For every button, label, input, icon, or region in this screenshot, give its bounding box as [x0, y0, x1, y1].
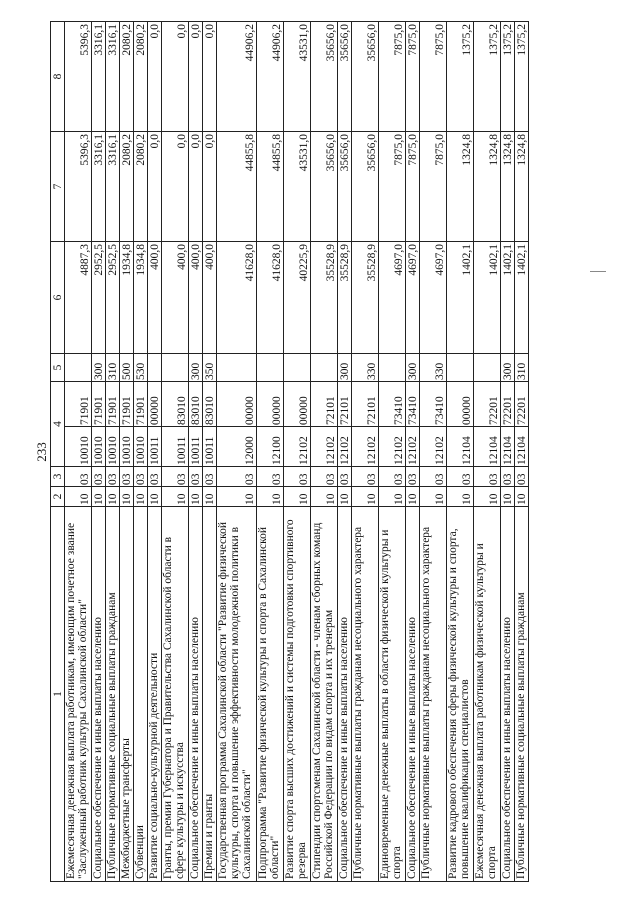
cell-program-code: 10010 — [92, 427, 106, 467]
cell-direction-code: 83010 — [162, 382, 189, 427]
cell-expense-type: 300 — [189, 354, 203, 382]
cell-podrazdel: 03 — [447, 467, 474, 487]
cell-razdel: 10 — [352, 487, 379, 507]
row-name: Социальное обеспечение и иные выплаты населению — [338, 507, 352, 882]
row-name: Ежемесячная денежная выплата работникам, имеющим почетное звание "Заслуженный работник культуры Сахалинской области" — [65, 507, 92, 882]
cell-amount-col8: 44906,2 — [257, 22, 284, 132]
cell-razdel: 10 — [338, 487, 352, 507]
cell-expense-type: 300 — [406, 354, 420, 382]
cell-amount-col7: 7875,0 — [406, 132, 420, 242]
cell-amount-col6: 1402,1 — [447, 242, 474, 354]
header-cell: 3 — [51, 467, 65, 487]
cell-razdel: 10 — [189, 487, 203, 507]
cell-direction-code: 71901 — [106, 382, 120, 427]
cell-amount-col8: 7875,0 — [379, 22, 406, 132]
table-row — [120, 22, 134, 882]
table-row — [420, 22, 447, 882]
cell-direction-code: 00000 — [257, 382, 284, 427]
table-row — [106, 22, 120, 882]
cell-amount-col7: 5396,3 — [65, 132, 92, 242]
cell-amount-col7: 35656,0 — [338, 132, 352, 242]
cell-razdel: 10 — [203, 487, 217, 507]
cell-amount-col7: 7875,0 — [379, 132, 406, 242]
cell-amount-col8: 1375,2 — [501, 22, 515, 132]
table-row — [148, 22, 162, 882]
cell-amount-col8: 0,0 — [162, 22, 189, 132]
table-row — [501, 22, 515, 882]
cell-program-code: 10010 — [65, 427, 92, 467]
cell-amount-col6: 400,0 — [189, 242, 203, 354]
cell-expense-type: 310 — [515, 354, 529, 382]
cell-expense-type: 500 — [120, 354, 134, 382]
cell-expense-type: 300 — [338, 354, 352, 382]
cell-podrazdel: 03 — [92, 467, 106, 487]
row-name: Подпрограмма "Развитие физической культуры и спорта в Сахалинской области" — [257, 507, 284, 882]
cell-expense-type: 350 — [203, 354, 217, 382]
row-name: Развитие кадрового обеспечения сферы физической культуры и спорта, повышение квалификации специалистов — [447, 507, 474, 882]
cell-direction-code: 72101 — [311, 382, 338, 427]
row-name: Субвенции — [134, 507, 148, 882]
cell-razdel: 10 — [474, 487, 501, 507]
cell-amount-col8: 5396,3 — [65, 22, 92, 132]
cell-amount-col6: 4887,3 — [65, 242, 92, 354]
table-row — [338, 22, 352, 882]
cell-razdel: 10 — [217, 487, 257, 507]
table-row — [447, 22, 474, 882]
cell-direction-code: 73410 — [406, 382, 420, 427]
cell-expense-type — [447, 354, 474, 382]
row-name: Гранты, премии Губернатора и Правительства Сахалинской области в сфере культуры и искусства — [162, 507, 189, 882]
cell-direction-code: 72201 — [474, 382, 501, 427]
cell-amount-col8: 7875,0 — [406, 22, 420, 132]
header-cell: 4 — [51, 382, 65, 467]
cell-amount-col8: 1375,2 — [447, 22, 474, 132]
cell-amount-col8: 35656,0 — [352, 22, 379, 132]
table-row — [515, 22, 529, 882]
cell-amount-col6: 400,0 — [203, 242, 217, 354]
cell-podrazdel: 03 — [515, 467, 529, 487]
cell-amount-col8: 2080,2 — [120, 22, 134, 132]
cell-podrazdel: 03 — [379, 467, 406, 487]
cell-amount-col7: 1324,8 — [447, 132, 474, 242]
table-row — [162, 22, 189, 882]
cell-program-code: 12102 — [406, 427, 420, 467]
scan-artifact-line — [590, 271, 606, 272]
cell-expense-type: 300 — [501, 354, 515, 382]
cell-expense-type — [217, 354, 257, 382]
cell-expense-type — [311, 354, 338, 382]
table-row — [284, 22, 311, 882]
cell-direction-code: 72101 — [352, 382, 379, 427]
row-name: Публичные нормативные выплаты гражданам несоциального характера — [352, 507, 379, 882]
cell-amount-col6: 2952,5 — [106, 242, 120, 354]
row-name: Публичные нормативные выплаты гражданам несоциального характера — [420, 507, 447, 882]
cell-amount-col7: 0,0 — [203, 132, 217, 242]
cell-podrazdel: 03 — [65, 467, 92, 487]
cell-amount-col8: 43531,0 — [284, 22, 311, 132]
cell-program-code: 12102 — [352, 427, 379, 467]
budget-table — [50, 21, 529, 882]
cell-direction-code: 83010 — [189, 382, 203, 427]
cell-direction-code: 71901 — [134, 382, 148, 427]
cell-razdel: 10 — [162, 487, 189, 507]
header-cell: 6 — [51, 242, 65, 354]
cell-razdel: 10 — [92, 487, 106, 507]
cell-razdel: 10 — [501, 487, 515, 507]
cell-amount-col6: 35528,9 — [352, 242, 379, 354]
row-name: Социальное обеспечение и иные выплаты населению — [406, 507, 420, 882]
cell-program-code: 10011 — [148, 427, 162, 467]
cell-amount-col6: 35528,9 — [338, 242, 352, 354]
cell-amount-col7: 1324,8 — [474, 132, 501, 242]
cell-expense-type: 310 — [106, 354, 120, 382]
cell-expense-type: 330 — [352, 354, 379, 382]
cell-razdel: 10 — [65, 487, 92, 507]
cell-program-code: 12104 — [501, 427, 515, 467]
table-row — [189, 22, 203, 882]
cell-direction-code: 73410 — [420, 382, 447, 427]
page-number: 233 — [34, 442, 49, 462]
cell-amount-col7: 3316,1 — [92, 132, 106, 242]
cell-program-code: 12104 — [515, 427, 529, 467]
cell-podrazdel: 03 — [120, 467, 134, 487]
table-row — [203, 22, 217, 882]
cell-expense-type — [162, 354, 189, 382]
cell-program-code: 12100 — [257, 427, 284, 467]
cell-amount-col8: 1375,2 — [515, 22, 529, 132]
cell-razdel: 10 — [515, 487, 529, 507]
cell-podrazdel: 03 — [474, 467, 501, 487]
cell-amount-col8: 3316,1 — [106, 22, 120, 132]
cell-razdel: 10 — [134, 487, 148, 507]
cell-amount-col6: 35528,9 — [311, 242, 338, 354]
cell-razdel: 10 — [311, 487, 338, 507]
cell-podrazdel: 03 — [162, 467, 189, 487]
header-cell: 1 — [51, 507, 65, 882]
cell-direction-code: 00000 — [447, 382, 474, 427]
cell-amount-col7: 2080,2 — [120, 132, 134, 242]
cell-amount-col6: 1402,1 — [501, 242, 515, 354]
cell-program-code: 10010 — [106, 427, 120, 467]
cell-expense-type — [257, 354, 284, 382]
cell-amount-col6: 2952,5 — [92, 242, 106, 354]
row-name: Публичные нормативные социальные выплаты гражданам — [515, 507, 529, 882]
cell-amount-col6: 4697,0 — [406, 242, 420, 354]
cell-podrazdel: 03 — [311, 467, 338, 487]
cell-amount-col8: 3316,1 — [92, 22, 106, 132]
cell-program-code: 10011 — [162, 427, 189, 467]
row-name: Социальное обеспечение и иные выплаты населению — [189, 507, 203, 882]
cell-razdel: 10 — [106, 487, 120, 507]
cell-program-code: 10011 — [203, 427, 217, 467]
cell-amount-col8: 1375,2 — [474, 22, 501, 132]
cell-amount-col8: 2080,2 — [134, 22, 148, 132]
cell-razdel: 10 — [406, 487, 420, 507]
table-header-row — [51, 22, 65, 882]
cell-amount-col6: 40225,9 — [284, 242, 311, 354]
cell-amount-col7: 43531,0 — [284, 132, 311, 242]
cell-podrazdel: 03 — [501, 467, 515, 487]
cell-amount-col6: 400,0 — [148, 242, 162, 354]
document-page — [30, 12, 610, 892]
row-name: Единовременные денежные выплаты в области физической культуры и спорта — [379, 507, 406, 882]
row-name: Ежемесячная денежная выплата работникам физической культуры и спорта — [474, 507, 501, 882]
cell-amount-col8: 44906,2 — [217, 22, 257, 132]
header-cell: 2 — [51, 487, 65, 507]
cell-podrazdel: 03 — [217, 467, 257, 487]
cell-amount-col7: 44855,8 — [257, 132, 284, 242]
row-name: Социальное обеспечение и иные выплаты населению — [501, 507, 515, 882]
cell-amount-col7: 0,0 — [162, 132, 189, 242]
row-name: Социальное обеспечение и иные выплаты населению — [92, 507, 106, 882]
cell-expense-type — [284, 354, 311, 382]
cell-direction-code: 00000 — [284, 382, 311, 427]
table-row — [474, 22, 501, 882]
cell-razdel: 10 — [447, 487, 474, 507]
cell-amount-col7: 44855,8 — [217, 132, 257, 242]
cell-direction-code: 73410 — [379, 382, 406, 427]
cell-expense-type: 530 — [134, 354, 148, 382]
cell-razdel: 10 — [379, 487, 406, 507]
header-cell: 7 — [51, 132, 65, 242]
cell-amount-col7: 0,0 — [189, 132, 203, 242]
cell-podrazdel: 03 — [284, 467, 311, 487]
cell-podrazdel: 03 — [106, 467, 120, 487]
cell-program-code: 12104 — [474, 427, 501, 467]
table-row — [257, 22, 284, 882]
cell-amount-col8: 35656,0 — [338, 22, 352, 132]
cell-expense-type — [65, 354, 92, 382]
cell-program-code: 12102 — [379, 427, 406, 467]
cell-amount-col7: 35656,0 — [352, 132, 379, 242]
table-row — [92, 22, 106, 882]
cell-podrazdel: 03 — [203, 467, 217, 487]
cell-razdel: 10 — [148, 487, 162, 507]
cell-amount-col7: 7875,0 — [420, 132, 447, 242]
cell-razdel: 10 — [257, 487, 284, 507]
cell-program-code: 12102 — [311, 427, 338, 467]
cell-podrazdel: 03 — [189, 467, 203, 487]
cell-amount-col8: 0,0 — [148, 22, 162, 132]
cell-amount-col7: 35656,0 — [311, 132, 338, 242]
table-row — [134, 22, 148, 882]
cell-amount-col6: 41628,0 — [217, 242, 257, 354]
table-row — [379, 22, 406, 882]
cell-amount-col7: 1324,8 — [501, 132, 515, 242]
cell-amount-col7: 3316,1 — [106, 132, 120, 242]
cell-amount-col6: 4697,0 — [379, 242, 406, 354]
cell-program-code: 12104 — [447, 427, 474, 467]
cell-program-code: 12102 — [338, 427, 352, 467]
cell-direction-code: 71901 — [120, 382, 134, 427]
cell-amount-col8: 7875,0 — [420, 22, 447, 132]
table-row — [65, 22, 92, 882]
cell-amount-col6: 41628,0 — [257, 242, 284, 354]
cell-razdel: 10 — [284, 487, 311, 507]
cell-razdel: 10 — [120, 487, 134, 507]
cell-program-code: 12102 — [284, 427, 311, 467]
cell-expense-type: 300 — [92, 354, 106, 382]
table-row — [406, 22, 420, 882]
cell-direction-code: 00000 — [148, 382, 162, 427]
cell-direction-code: 72201 — [515, 382, 529, 427]
cell-direction-code: 71901 — [92, 382, 106, 427]
cell-expense-type: 330 — [420, 354, 447, 382]
cell-amount-col8: 0,0 — [189, 22, 203, 132]
table-row — [217, 22, 257, 882]
cell-expense-type — [474, 354, 501, 382]
cell-podrazdel: 03 — [257, 467, 284, 487]
cell-podrazdel: 03 — [352, 467, 379, 487]
cell-amount-col6: 4697,0 — [420, 242, 447, 354]
cell-razdel: 10 — [420, 487, 447, 507]
row-name: Межбюджетные трансферты — [120, 507, 134, 882]
cell-program-code: 12102 — [420, 427, 447, 467]
header-cell: 5 — [51, 354, 65, 382]
table-row — [311, 22, 338, 882]
cell-amount-col6: 400,0 — [162, 242, 189, 354]
cell-podrazdel: 03 — [420, 467, 447, 487]
cell-amount-col7: 0,0 — [148, 132, 162, 242]
cell-amount-col7: 2080,2 — [134, 132, 148, 242]
cell-amount-col6: 1402,1 — [474, 242, 501, 354]
cell-amount-col6: 1934,8 — [120, 242, 134, 354]
row-name: Развитие спорта высших достижений и системы подготовки спортивного резерва — [284, 507, 311, 882]
row-name: Публичные нормативные социальные выплаты гражданам — [106, 507, 120, 882]
cell-program-code: 10011 — [189, 427, 203, 467]
cell-amount-col6: 1402,1 — [515, 242, 529, 354]
table-row — [352, 22, 379, 882]
cell-program-code: 10010 — [134, 427, 148, 467]
cell-expense-type — [379, 354, 406, 382]
cell-amount-col8: 0,0 — [203, 22, 217, 132]
row-name: Премии и гранты — [203, 507, 217, 882]
cell-direction-code: 72201 — [501, 382, 515, 427]
cell-expense-type — [148, 354, 162, 382]
cell-amount-col8: 35656,0 — [311, 22, 338, 132]
row-name: Стипендии спортсменам Сахалинской области - членам сборных команд Российской Федерации по видам спорта и их тренерам — [311, 507, 338, 882]
cell-amount-col7: 1324,8 — [515, 132, 529, 242]
cell-direction-code: 83010 — [203, 382, 217, 427]
row-name: Государственная программа Сахалинской области "Развитие физической культуры, спорта и повышение эффективности молодежной политики в Сахалинской области" — [217, 507, 257, 882]
cell-podrazdel: 03 — [406, 467, 420, 487]
cell-program-code: 12000 — [217, 427, 257, 467]
row-name: Развитие социально-культурной деятельности — [148, 507, 162, 882]
cell-amount-col6: 1934,8 — [134, 242, 148, 354]
cell-podrazdel: 03 — [134, 467, 148, 487]
cell-program-code: 10010 — [120, 427, 134, 467]
cell-direction-code: 71901 — [65, 382, 92, 427]
cell-podrazdel: 03 — [148, 467, 162, 487]
cell-direction-code: 72101 — [338, 382, 352, 427]
cell-podrazdel: 03 — [338, 467, 352, 487]
header-cell: 8 — [51, 22, 65, 132]
cell-direction-code: 00000 — [217, 382, 257, 427]
